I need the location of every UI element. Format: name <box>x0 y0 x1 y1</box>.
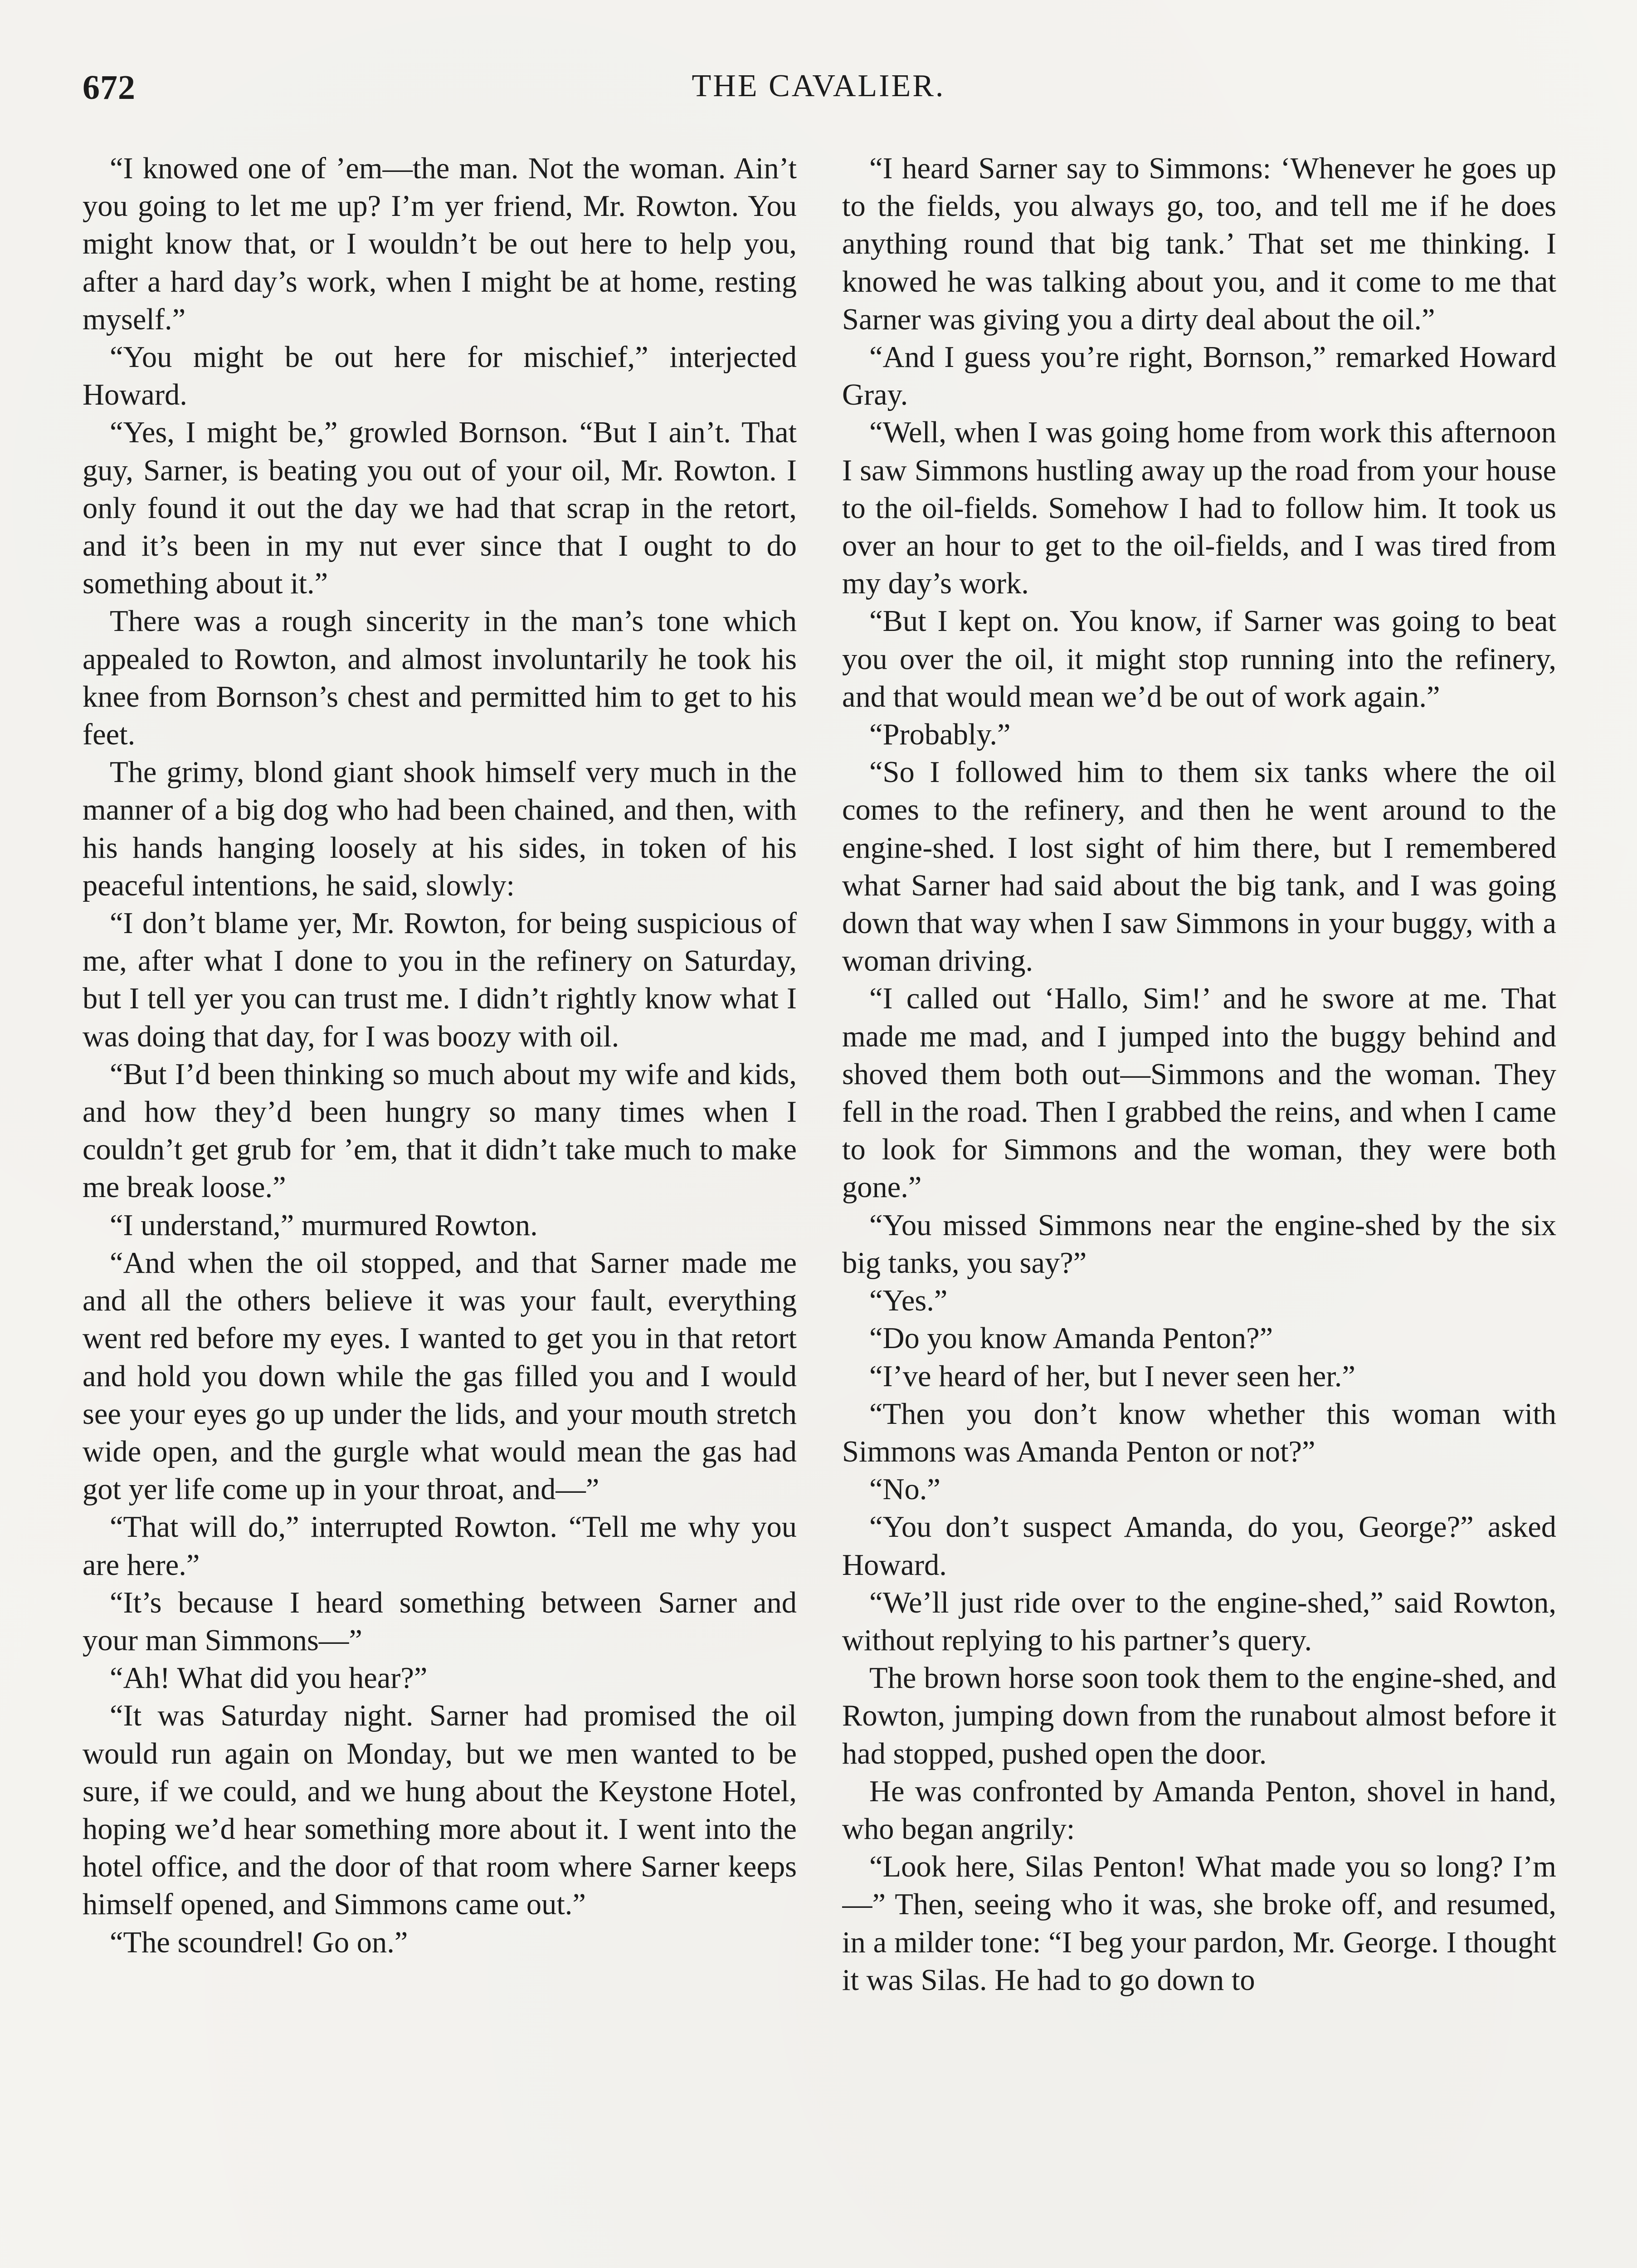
paragraph: He was confronted by Amanda Penton, shovel in hand, who began angrily: <box>842 1774 1556 1846</box>
paragraph: “You might be out here for mischief,” interjected Howard. <box>83 341 797 412</box>
paragraph: “No.” <box>869 1473 940 1506</box>
paragraph: “I’ve heard of her, but I never seen her.” <box>869 1359 1355 1393</box>
text-columns <box>83 150 1556 2268</box>
paragraph: “I called out ‘Hallo, Sim!’ and he swore at me. That made me mad, and I jumped into the buggy behind and shoved them both out—Simmons and the woman. They fell in the road. Then I grabbed the reins, and when I came to look for Simmons and the woman, they were both gone.” <box>842 982 1556 1204</box>
paragraph: “Yes.” <box>869 1284 948 1318</box>
paragraph: The grimy, blond giant shook himself very much in the manner of a big dog who had been chained, and then, with his hands hanging loosely at his sides, in token of his peaceful intentions, he said, slowly: <box>83 756 797 902</box>
left-column <box>83 150 797 2268</box>
paragraph: “You missed Simmons near the engine-shed by the six big tanks, you say?” <box>842 1208 1556 1280</box>
paragraph: “But I’d been thinking so much about my wife and kids, and how they’d been hungry so many times when I couldn’t get grub for ’em, that it didn’t take much to make me break loose.” <box>83 1057 797 1204</box>
running-head <box>83 68 1554 118</box>
paragraph: “The scoundrel! Go on.” <box>110 1926 408 1959</box>
paragraph: There was a rough sincerity in the man’s tone which appealed to Rowton, and almost involuntarily he took his knee from Bornson’s chest and permitted him to get to his feet. <box>83 605 797 752</box>
paragraph: “It’s because I heard something between Sarner and your man Simmons—” <box>83 1586 797 1657</box>
paragraph: “That will do,” interrupted Rowton. “Tell me why you are here.” <box>83 1510 797 1582</box>
paragraph: “I don’t blame yer, Mr. Rowton, for being suspicious of me, after what I done to you in the refinery on Saturday, but I tell yer you can trust me. I didn’t rightly know what I was doing that day, for I was boozy with oil. <box>83 907 797 1053</box>
paragraph: “Look here, Silas Penton! What made you so long? I’m—” Then, seeing who it was, she broke off, and resumed, in a milder tone: “I beg your pardon, Mr. George. I thought it was Silas. He had to go down to <box>842 1850 1556 1997</box>
paragraph: “We’ll just ride over to the engine-shed,” said Rowton, without replying to his partner’s query. <box>842 1586 1556 1657</box>
paragraph: “I heard Sarner say to Simmons: ‘Whenever he goes up to the fields, you always go, too, and tell me if he does anything round that big tank.’ That set me thinking. I knowed he was talking about you, and it come to me that Sarner was giving you a dirty deal about the oil.” <box>842 152 1556 336</box>
paragraph: “But I kept on. You know, if Sarner was going to beat you over the oil, it might stop running into the refinery, and that would mean we’d be out of work again.” <box>842 605 1556 714</box>
right-column <box>842 150 1556 2268</box>
paragraph: “So I followed him to them six tanks where the oil comes to the refinery, and then he went around to the engine-shed. I lost sight of him there, but I remembered what Sarner had said about the big tank, and I was going down that way when I saw Simmons in your buggy, with a woman driving. <box>842 756 1556 978</box>
paragraph: “Do you know Amanda Penton?” <box>869 1322 1273 1355</box>
paragraph: “Well, when I was going home from work this afternoon I saw Simmons hustling away up the road from your house to the oil-fields. Somehow I had to follow him. It took us over an hour to get to the oil-fields, and I was tired from my day’s work. <box>842 416 1556 601</box>
paragraph: “And I guess you’re right, Bornson,” remarked Howard Gray. <box>842 341 1556 412</box>
paragraph: The brown horse soon took them to the engine-shed, and Rowton, jumping down from the runabout almost before it had stopped, pushed open the door. <box>842 1662 1556 1770</box>
paragraph: “You don’t suspect Amanda, do you, George?” asked Howard. <box>842 1510 1556 1582</box>
paragraph: “Probably.” <box>869 718 1011 752</box>
paragraph: “It was Saturday night. Sarner had promised the oil would run again on Monday, but we men wanted to be sure, if we could, and we hung about the Keystone Hotel, hoping we’d hear something more about it. I went into the hotel office, and the door of that room where Sarner keeps himself opened, and Simmons came out.” <box>83 1699 797 1921</box>
paragraph: “I understand,” murmured Rowton. <box>110 1208 538 1242</box>
paragraph: “Yes, I might be,” growled Bornson. “But I ain’t. That guy, Sarner, is beating you out of your oil, Mr. Rowton. I only found it out the day we had that scrap in the retort, and it’s been in my nut ever since that I ought to do something about it.” <box>83 416 797 601</box>
paragraph: “Ah! What did you hear?” <box>110 1662 428 1695</box>
paragraph: “I knowed one of ’em—the man. Not the woman. Ain’t you going to let me up? I’m yer friend, Mr. Rowton. You might know that, or I wouldn’t be out here to help you, after a hard day’s work, when I might be at home, resting myself.” <box>83 152 797 336</box>
paragraph: “Then you don’t know whether this woman with Simmons was Amanda Penton or not?” <box>842 1397 1556 1468</box>
page-number: 672 <box>83 68 136 107</box>
journal-title: THE CAVALIER. <box>692 68 945 103</box>
paragraph: “And when the oil stopped, and that Sarner made me and all the others believe it was your fault, everything went red before my eyes. I wanted to get you in that retort and hold you down while the gas filled you and I would see your eyes go up under the lids, and your mouth stretch wide open, and the gurgle what would mean the gas had got yer life come up in your throat, and—” <box>83 1246 797 1506</box>
